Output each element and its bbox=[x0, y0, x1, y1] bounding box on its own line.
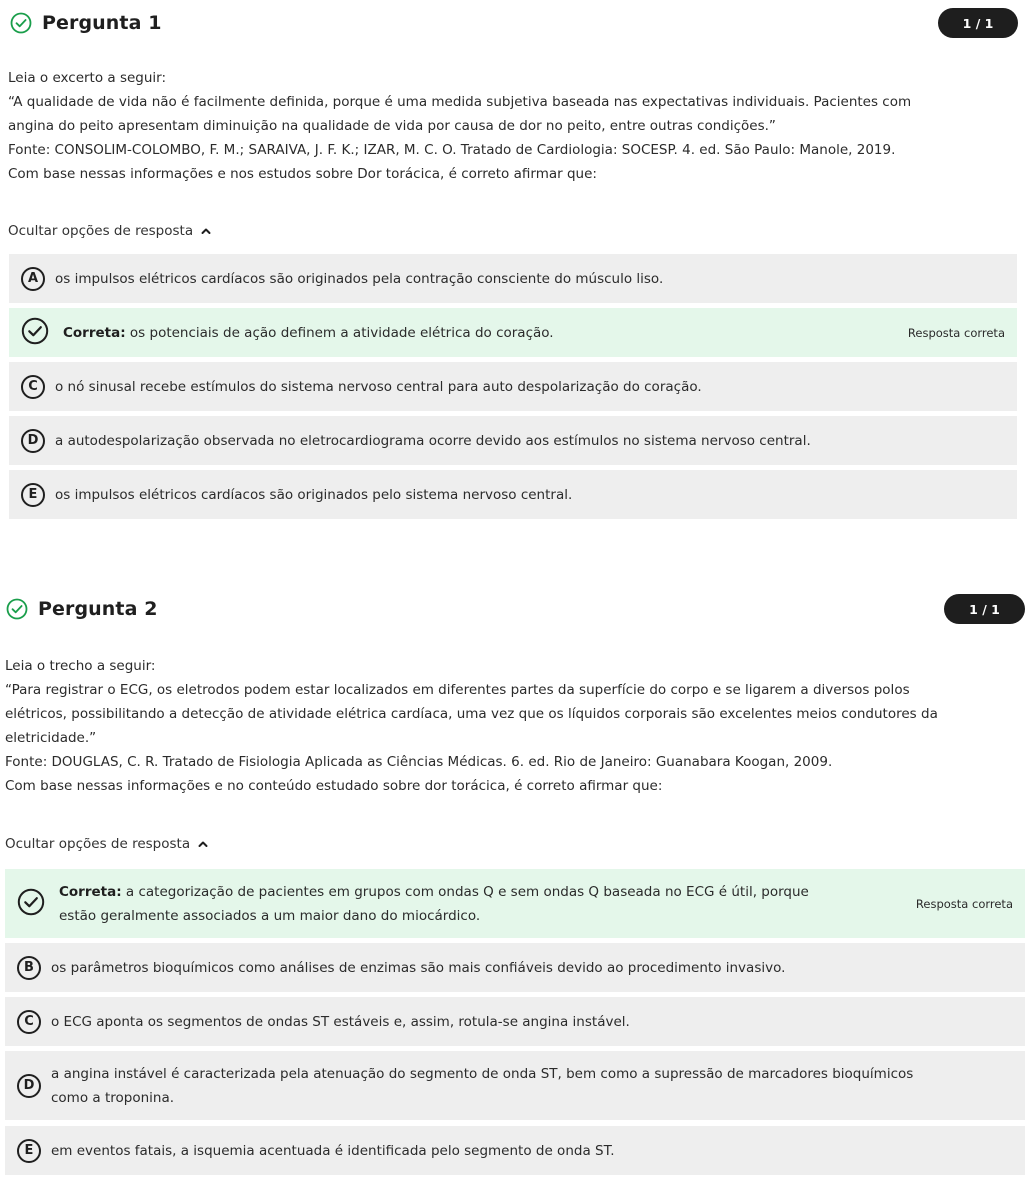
body-line: Com base nessas informações e no conteúdo estudado sobre dor torácica, é correto afirmar que: bbox=[5, 778, 663, 794]
answer-option-d[interactable] bbox=[5, 1051, 1025, 1120]
correct-answer-label: Resposta correta bbox=[915, 896, 1013, 911]
question-title: Pergunta 2 bbox=[38, 598, 158, 620]
option-text: os impulsos elétricos cardíacos são originados pela contração consciente do músculo liso. bbox=[55, 270, 664, 287]
answer-option-correct[interactable] bbox=[5, 869, 1025, 938]
body-line: Leia o excerto a seguir: bbox=[8, 70, 167, 86]
body-line: Com base nessas informações e nos estudos sobre Dor torácica, é correto afirmar que: bbox=[8, 166, 597, 182]
option-letter: A bbox=[21, 267, 45, 291]
question-header bbox=[10, 3, 162, 43]
option-text bbox=[59, 880, 809, 928]
score-badge: 1 / 1 bbox=[938, 8, 1018, 38]
body-line: Leia o trecho a seguir: bbox=[5, 658, 156, 674]
check-circle-icon bbox=[21, 317, 49, 349]
body-line: Fonte: DOUGLAS, C. R. Tratado de Fisiologia Aplicada as Ciências Médicas. 6. ed. Rio de Janeiro: Guanabara Koogan, 2009. bbox=[5, 754, 833, 770]
option-text-line1: a angina instável é caracterizada pela atenuação do segmento de onda ST, bem como a supressão de marcadores bioquímicos bbox=[51, 1065, 914, 1082]
option-text bbox=[51, 1062, 913, 1110]
hide-options-toggle[interactable] bbox=[8, 223, 211, 239]
question-title: Pergunta 1 bbox=[42, 12, 162, 34]
answer-option-a[interactable] bbox=[9, 254, 1017, 303]
answer-option-e[interactable] bbox=[9, 470, 1017, 519]
option-text: os impulsos elétricos cardíacos são originados pelo sistema nervoso central. bbox=[55, 486, 573, 503]
body-line: Fonte: CONSOLIM-COLOMBO, F. M.; SARAIVA, J. F. K.; IZAR, M. C. O. Tratado de Cardiologia: SOCESP. 4. ed. São Paulo: Manole, 2019. bbox=[8, 142, 896, 158]
answer-option-c[interactable] bbox=[9, 362, 1017, 411]
answer-option-d[interactable] bbox=[9, 416, 1017, 465]
option-letter: D bbox=[17, 1074, 41, 1098]
body-line: angina do peito apresentam diminuição na qualidade de vida por causa de dor no peito, entre outras condições.” bbox=[8, 118, 776, 134]
hide-options-toggle[interactable] bbox=[5, 836, 208, 852]
option-text-body: os potenciais de ação definem a atividade elétrica do coração. bbox=[125, 324, 554, 341]
body-line: elétricos, possibilitando a detecção de atividade elétrica cardíaca, uma vez que os líquidos corporais são excelentes meios condutores da bbox=[5, 706, 938, 722]
option-letter: E bbox=[21, 483, 45, 507]
question-text bbox=[8, 66, 911, 186]
correct-answer-label: Resposta correta bbox=[907, 325, 1005, 340]
score-badge: 1 / 1 bbox=[944, 594, 1025, 624]
body-line: eletricidade.” bbox=[5, 730, 97, 746]
check-circle-icon bbox=[6, 598, 28, 620]
option-text-line2: como a troponina. bbox=[51, 1089, 175, 1106]
answer-option-correct[interactable] bbox=[9, 308, 1017, 357]
question-header bbox=[6, 589, 158, 629]
answer-option-c[interactable] bbox=[5, 997, 1025, 1046]
check-circle-icon bbox=[17, 888, 45, 920]
check-circle-icon bbox=[10, 12, 32, 34]
toggle-label: Ocultar opções de resposta bbox=[8, 223, 194, 239]
option-letter: B bbox=[17, 956, 41, 980]
option-letter: E bbox=[17, 1139, 41, 1163]
answer-option-e[interactable] bbox=[5, 1126, 1025, 1175]
option-text-line2: estão geralmente associados a um maior dano do miocárdico. bbox=[59, 907, 481, 924]
option-text: o nó sinusal recebe estímulos do sistema nervoso central para auto despolarização do coração. bbox=[55, 378, 702, 395]
answer-option-b[interactable] bbox=[5, 943, 1025, 992]
option-text: os parâmetros bioquímicos como análises de enzimas são mais confiáveis devido ao procedimento invasivo. bbox=[51, 959, 786, 976]
chevron-up-icon bbox=[201, 223, 211, 239]
option-letter: C bbox=[17, 1010, 41, 1034]
option-letter: C bbox=[21, 375, 45, 399]
chevron-up-icon bbox=[198, 836, 208, 852]
option-text bbox=[63, 322, 554, 344]
option-text-body: a categorização de pacientes em grupos com ondas Q e sem ondas Q baseada no ECG é útil, porque bbox=[121, 883, 809, 900]
option-text: a autodespolarização observada no eletrocardiograma ocorre devido aos estímulos no sistema nervoso central. bbox=[55, 432, 811, 449]
body-line: “A qualidade de vida não é facilmente definida, porque é uma medida subjetiva baseada nas expectativas individuais. Pacientes com bbox=[8, 94, 912, 110]
body-line: “Para registrar o ECG, os eletrodos podem estar localizados em diferentes partes da superfície do corpo e se ligarem a diversos polos bbox=[5, 682, 910, 698]
toggle-label: Ocultar opções de resposta bbox=[5, 836, 191, 852]
correct-prefix: Correta: bbox=[59, 883, 122, 900]
option-text: o ECG aponta os segmentos de ondas ST estáveis e, assim, rotula-se angina instável. bbox=[51, 1013, 630, 1030]
option-text: em eventos fatais, a isquemia acentuada é identificada pelo segmento de onda ST. bbox=[51, 1142, 615, 1159]
option-letter: D bbox=[21, 429, 45, 453]
question-text bbox=[5, 654, 938, 798]
correct-prefix: Correta: bbox=[63, 324, 126, 341]
